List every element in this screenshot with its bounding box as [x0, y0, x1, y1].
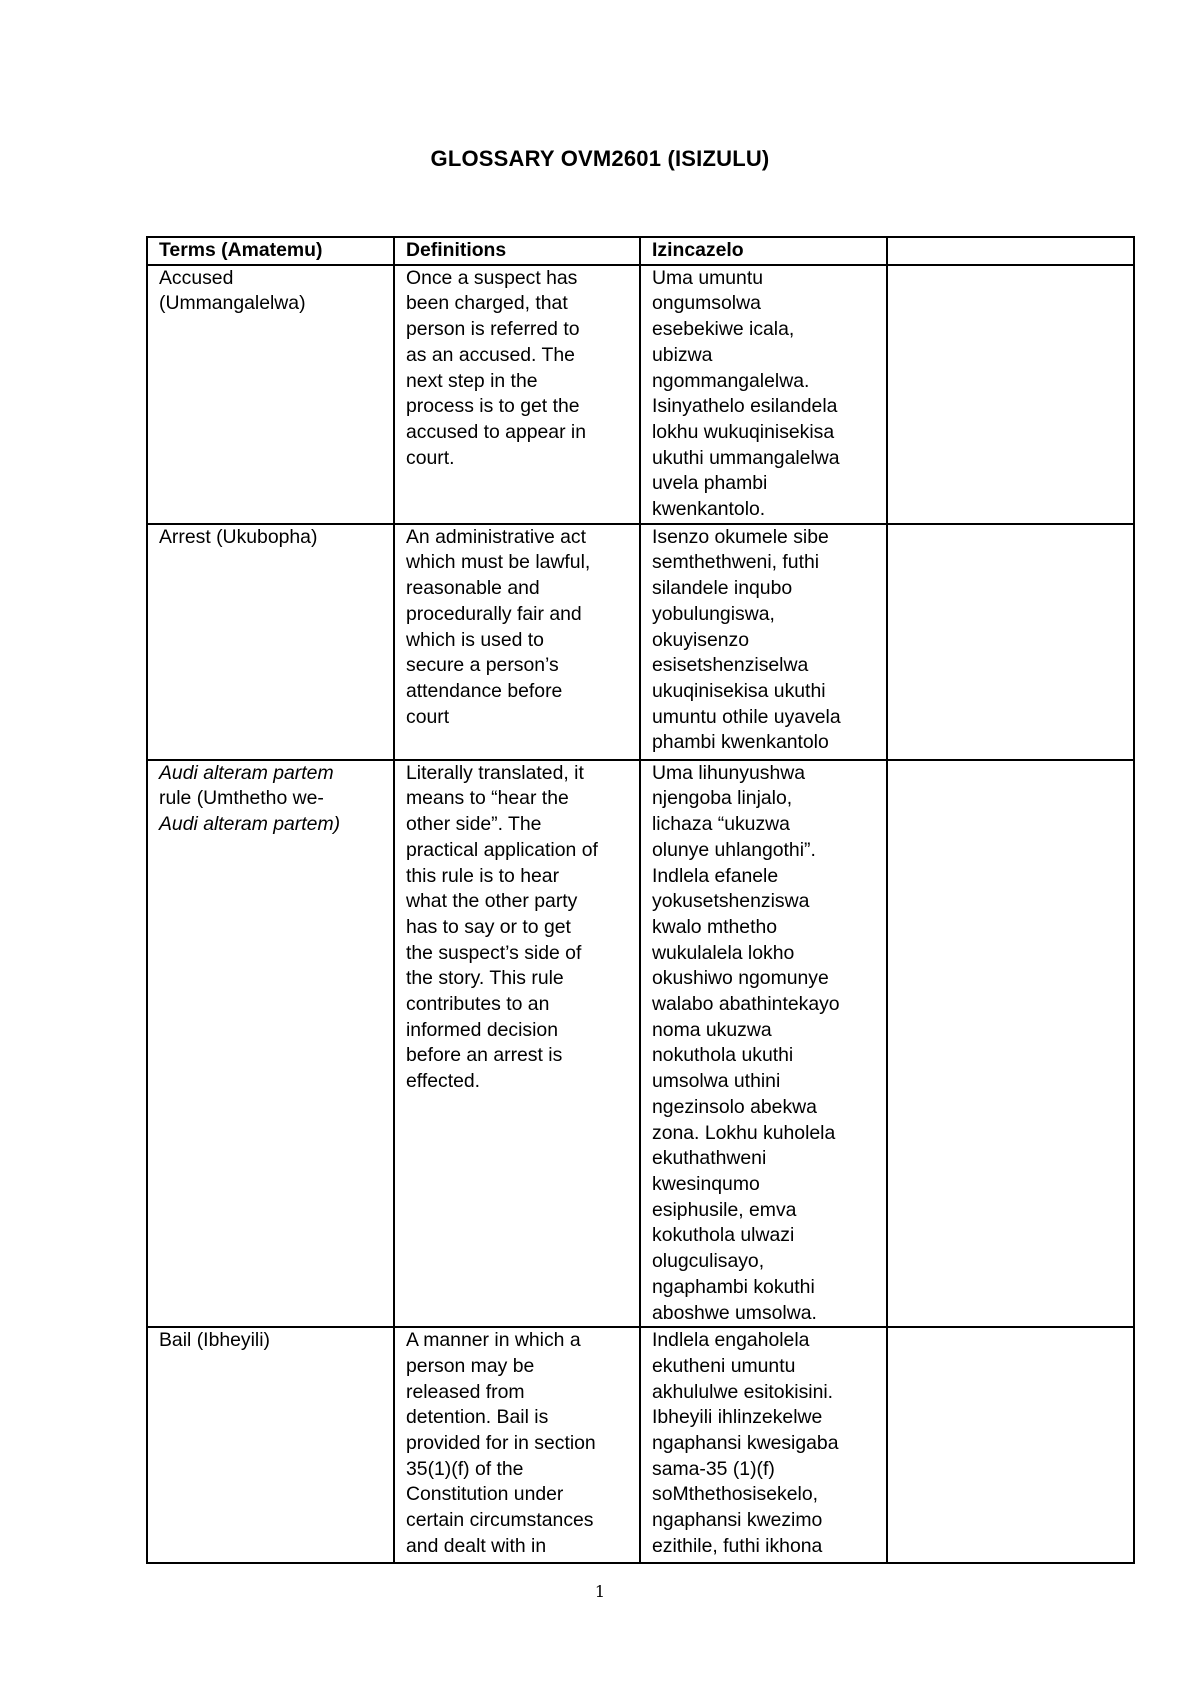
- definition-cell: An administrative act which must be lawful, reasonable and procedurally fair and which is used to secure a person’s attendance before court: [394, 524, 640, 760]
- term-latin-phrase-2: Audi alteram partem): [159, 813, 341, 836]
- empty-cell: [887, 1327, 1134, 1563]
- izincazelo-cell: Indlela engaholela ekutheni umuntu akhululwe esitokisini. Ibheyili ihlinzekelwe ngaphansi kwesigaba sama-35 (1)(f) soMthethosisekelo, ngaphansi kwezimo ezithile, futhi ikhona: [640, 1327, 887, 1563]
- header-izincazelo: Izincazelo: [640, 237, 887, 265]
- table-row: [147, 760, 1134, 1327]
- term-cell: Bail (Ibheyili): [147, 1327, 394, 1563]
- definition-cell: Once a suspect has been charged, that person is referred to as an accused. The next step in the process is to get the accused to appear in court.: [394, 265, 640, 524]
- term-plain-text: rule (Umthetho we-: [159, 787, 324, 810]
- table-row: [147, 1327, 1134, 1563]
- term-cell: Arrest (Ukubopha): [147, 524, 394, 760]
- glossary-table: [146, 236, 1135, 1564]
- table-row: [147, 265, 1134, 524]
- term-cell: [147, 760, 394, 1327]
- definition-cell: A manner in which a person may be released from detention. Bail is provided for in section 35(1)(f) of the Constitution under certain circumstances and dealt with in: [394, 1327, 640, 1563]
- izincazelo-cell: Uma lihunyushwa njengoba linjalo, lichaza “ukuzwa olunye uhlangothi”. Indlela efanele yokusetshenziswa kwalo mthetho wukulalela lokho okushiwo ngomunye walabo abathintekayo noma ukuzwa nokuthola ukuthi umsolwa uthini ngezinsolo abekwa zona. Lokhu kuholela ekuthathweni kwesinqumo esiphusile, emva kokuthola ulwazi olugculisayo, ngaphambi kokuthi aboshwe umsolwa.: [640, 760, 887, 1327]
- empty-cell: [887, 760, 1134, 1327]
- table-header-row: [147, 237, 1134, 265]
- definition-cell: Literally translated, it means to “hear the other side”. The practical application of this rule is to hear what the other party has to say or to get the suspect’s side of the story. This rule contributes to an informed decision before an arrest is effected.: [394, 760, 640, 1327]
- header-terms: Terms (Amatemu): [147, 237, 394, 265]
- empty-cell: [887, 265, 1134, 524]
- page-number: 1: [594, 1582, 606, 1601]
- empty-cell: [887, 524, 1134, 760]
- document-title: GLOSSARY OVM2601 (ISIZULU): [430, 146, 770, 171]
- header-empty: [887, 237, 1134, 265]
- term-cell: Accused (Ummangalelwa): [147, 265, 394, 524]
- header-definitions: Definitions: [394, 237, 640, 265]
- izincazelo-cell: Isenzo okumele sibe semthethweni, futhi silandele inqubo yobulungiswa, okuyisenzo esisetshenziselwa ukuqinisekisa ukuthi umuntu othile uyavela phambi kwenkantolo: [640, 524, 887, 760]
- term-latin-phrase: Audi alteram partem: [159, 761, 334, 784]
- table-row: [147, 524, 1134, 760]
- izincazelo-cell: Uma umuntu ongumsolwa esebekiwe icala, ubizwa ngommangalelwa. Isinyathelo esilandela lokhu wukuqinisekisa ukuthi ummangalelwa uvela phambi kwenkantolo.: [640, 265, 887, 524]
